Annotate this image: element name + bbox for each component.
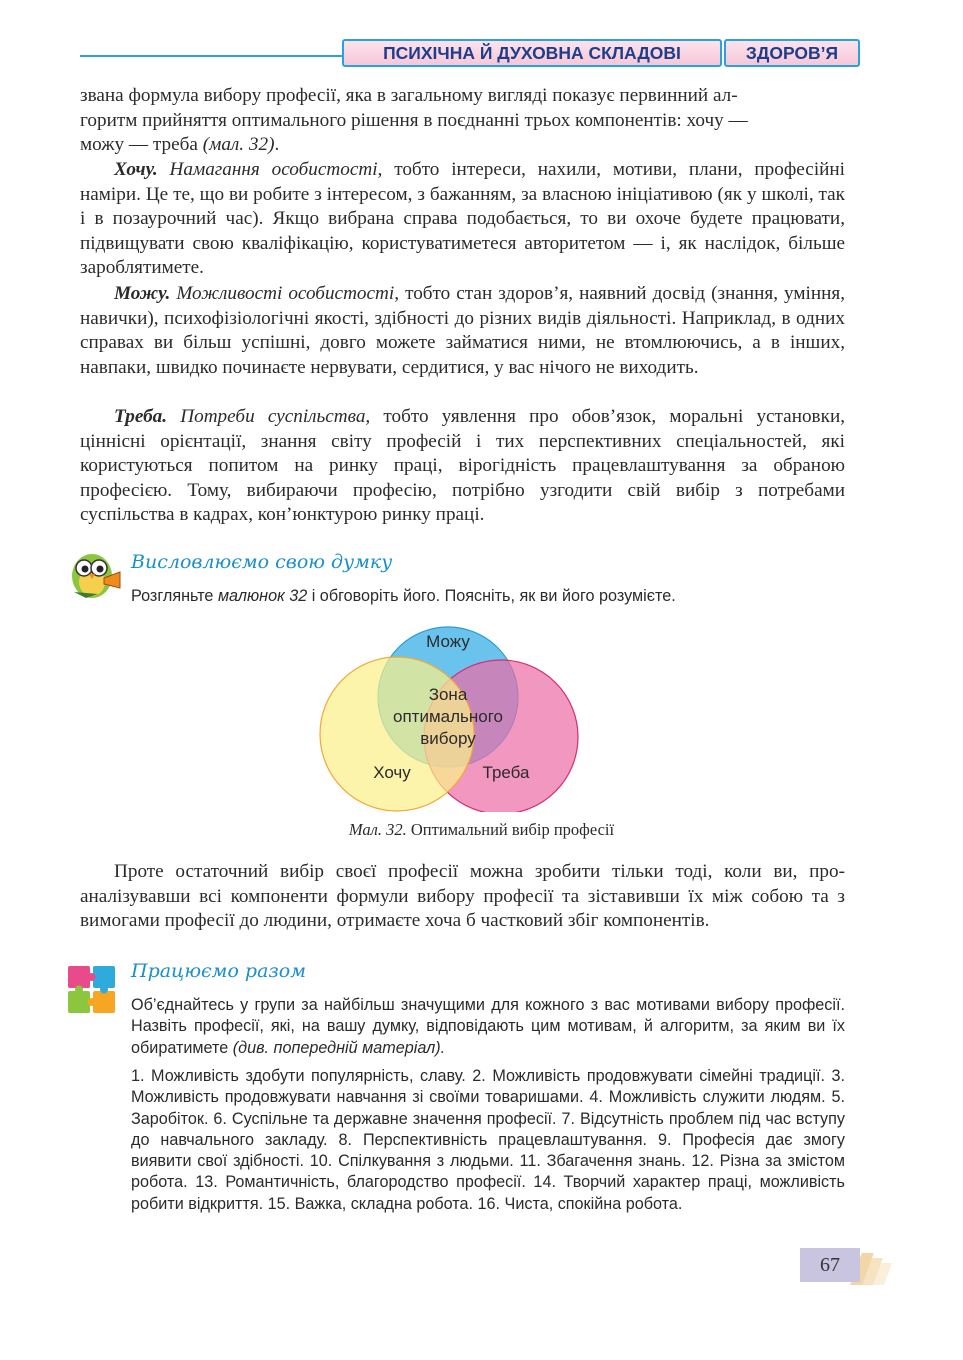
paragraph-want-text: тобто інтереси, нахили, мотиви, плани, професійні наміри. Це те, що ви робите з інтересом, з бажанням, за власною ініціативою (як у школі, так і в позаурочний час). Якщо вибрана справа подобається, то ви охоче будете працювати, підвищувати свою кваліфікацію, користуватиметеся авторитетом — і, як наслідок, більше зароблятимете. [80,159,846,279]
term-can-definition: Можливості особистості, [176,283,400,304]
term-want-definition: Намагання особистості, [169,159,383,180]
section-title: ПСИХІЧНА Й ДУХОВНА СКЛАДОВІ [342,39,722,67]
intro-line-2: горитм прийняття оптимального рішення в поєднанні трьох компонентів: хочу — [80,109,748,131]
intro-line-3: можу — треба [80,134,203,156]
conclusion-paragraph: Проте остаточний вибір своєї професії можна зробити тільки тоді, коли ви, проаналізувавши всі компоненти формули вибору професії та зіставивши їх між собою та з вимогами професії до людини, отримаєте хоча б частковий збіг компонентів. [80,861,845,932]
label-need: Треба [482,763,530,782]
together-instruction: Об’єднайтесь у групи за найбільш значущими для кожного з вас мотивами вибору професії. Назвіть професії, які, на вашу думку, відповідають цим мотивам, й алгоритм, за яким ви їх обиратимете (див. попередній матеріал). [131,996,845,1057]
term-want: Хочу. [114,159,158,180]
label-optimal-zone: Зона оптимального вибору [393,685,503,748]
reference-previous-material: (див. попередній матеріал). [232,1038,446,1057]
opinion-instruction: Розгляньте малюнок 32 і обговоріть його. Поясніть, як ви його розумієте. [131,587,676,605]
paragraph-can-text: тобто стан здоров’я, наявний досвід (знання, уміння, навички), психофізіологічні якості, здібності до різних видів діяльності. Наприклад, в одних справах ви більш успішні, довго можете займатися ними, не втомлюючись, а в інших, навпаки, швидко починаєте нервувати, сердитися, у вас нічого не виходить. [80,283,846,378]
label-want: Хочу [373,763,411,782]
motives-list: 1. Можливість здобути популярність, славу. 2. Можливість продовжувати сімейні традиції. 3. Можливість продовжувати навчання зі своїми товаришами. 4. Можливість служити людям. 5. Заробіток. 6. Суспільне та державне значення професії. 7. Відсутність проблем під час вступу до навчального закладу. 8. Перспективність працевлаштування. 9. Професія дає змогу виявити свої здібності. 10. Спілкування з людьми. 11. Збагачення знань. 12. Різна за змістом робота. 13. Романтичність, благородство професії. 14. Творчий характер праці, можливість робити відкриття. 15. Важка, складна робота. 16. Чиста, спокійна робота. [131,1067,845,1213]
term-can: Можу. [114,283,171,304]
paragraph-want [80,158,845,281]
venn-diagram [310,612,600,812]
intro-paragraph: звана формула вибору професії, яка в загальному вигляді показує первинний ал- горитм прийняття оптимального рішення в поєднанні трьох компонентів: хочу — можу — треба (мал. 32). [80,85,748,156]
paragraph-need-text: тобто уявлення про обов’язок, моральні установки, ціннісні орієнтації, знання світу професій і тих перспективних спеціальностей, які користуються попитом на ринку праці, вірогідність працевлаштування за обраною професією. Тому, вибираючи професію, потрібно узгодити свій вибір з потребами суспільства в кадрах, кон’юнктурою ринку праці. [80,406,846,526]
figure-caption: Мал. 32. Оптимальний вибір професії [348,820,615,839]
opinion-heading: Висловлюємо свою думку [131,551,393,573]
owl-icon [68,548,122,600]
paragraph-need [80,405,845,528]
paragraph-can [80,282,845,380]
term-need: Треба. [114,406,168,427]
intro-line-1: звана формула вибору професії, яка в загальному вигляді показує первинний ал- [80,85,738,106]
page-number: 67 [800,1248,860,1282]
figure-reference: (мал. 32) [202,134,275,156]
term-need-definition: Потреби суспільства, [180,406,371,427]
header-rule [80,55,342,57]
section-subtitle: ЗДОРОВ’Я [724,39,860,67]
puzzle-icon [66,963,118,1015]
figure-reference: малюнок 32 [217,587,308,605]
together-heading: Працюємо разом [131,960,306,982]
label-can: Можу [426,632,470,651]
